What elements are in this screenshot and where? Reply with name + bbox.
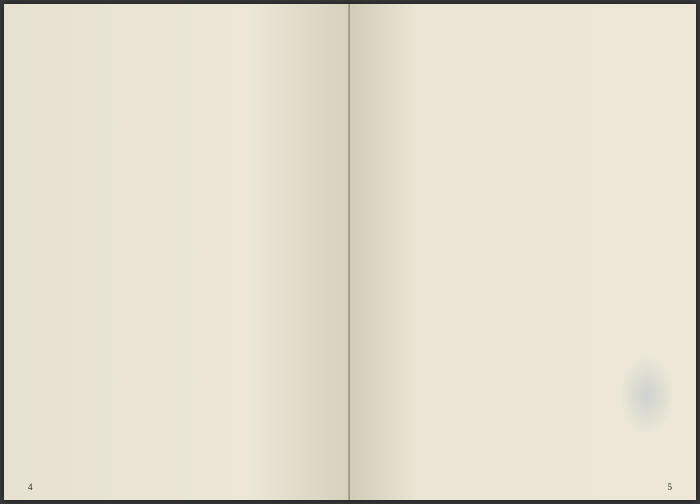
page-stain <box>620 356 674 434</box>
page-number-left: 4 <box>28 482 33 492</box>
right-page <box>350 4 696 500</box>
left-column-2 <box>188 18 340 478</box>
right-column-1 <box>362 18 513 478</box>
left-page <box>4 4 350 500</box>
left-column-1 <box>26 18 178 478</box>
book-spread <box>4 4 696 500</box>
page-number-right: 5 <box>667 482 672 492</box>
left-page-columns <box>26 18 340 478</box>
